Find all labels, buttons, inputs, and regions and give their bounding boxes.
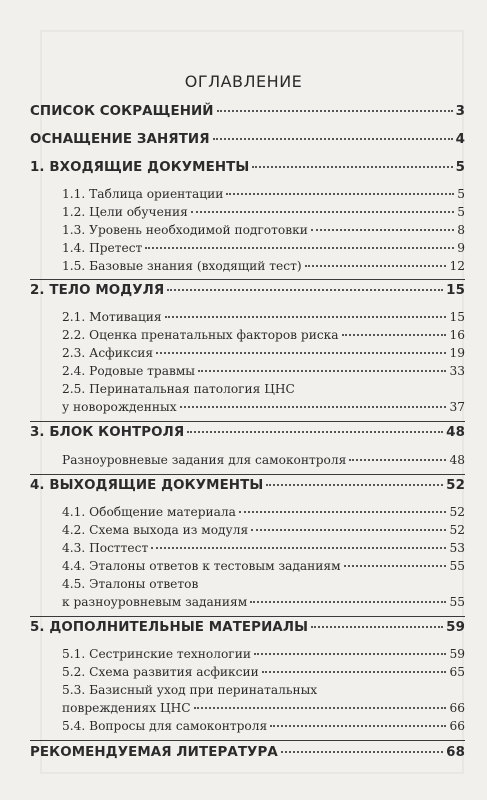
section-divider [30,279,465,280]
dot-leader [305,265,447,267]
entry-page: 12 [449,259,465,273]
entry-page: 55 [449,595,465,609]
entry-label: 2. ТЕЛО МОДУЛЯ [30,283,165,298]
entry-page: 66 [449,701,465,715]
entry-page: 16 [449,328,465,342]
dot-leader [281,751,443,753]
entry-page: 33 [449,364,465,378]
dot-leader [270,725,446,727]
dot-leader [165,316,447,318]
entry-page: 59 [449,647,465,661]
entry-label: 2.1. Мотивация [62,310,162,324]
entry-page: 68 [446,745,465,760]
entry-page: 65 [449,665,465,679]
dot-leader [151,547,446,549]
toc-entry [62,665,465,679]
entry-page: 37 [449,400,465,414]
toc-entry [62,187,465,201]
entry-page: 59 [446,620,465,635]
entry-label: 4. ВЫХОДЯЩИЕ ДОКУМЕНТЫ [30,478,264,493]
page-title: ОГЛАВЛЕНИЕ [184,72,303,91]
entry-label: 5.3. Базисный уход при перинатальных [62,683,318,697]
dot-leader [311,626,443,628]
dot-leader [167,289,443,291]
entry-page: 8 [457,223,465,237]
entry-page: 52 [446,478,465,493]
toc-entry [30,283,465,298]
toc-entry [62,523,465,537]
entry-label: 2.2. Оценка пренатальных факторов риска [62,328,339,342]
toc-entry [62,719,465,733]
toc-entry [62,259,465,273]
dot-leader [254,653,447,655]
dot-leader [217,110,453,112]
entry-label-continued: у новорожденных [62,400,177,414]
dot-leader [262,671,447,673]
toc-entry [62,453,465,467]
entry-label-continued: повреждениях ЦНС [62,701,191,715]
dot-leader [213,138,453,140]
toc-entry [30,620,465,635]
dot-leader [198,370,446,372]
dot-leader [226,193,454,195]
entry-page: 52 [449,505,465,519]
toc-entry [62,701,465,715]
toc-entry [30,425,465,440]
toc-entry [62,205,465,219]
entry-label: 4.3. Посттест [62,541,149,555]
entry-label: 1. ВХОДЯЩИЕ ДОКУМЕНТЫ [30,160,250,175]
dot-leader [266,484,443,486]
entry-page: 15 [449,310,465,324]
entry-label: СПИСОК СОКРАЩЕНИЙ [30,104,214,119]
dot-leader [311,229,454,231]
toc-entry [30,478,465,493]
dot-leader [156,352,446,354]
dot-leader [252,166,452,168]
entry-page: 66 [449,719,465,733]
toc-entry [62,647,465,661]
entry-label: 1.2. Цели обучения [62,205,188,219]
toc-entry [62,328,465,342]
entry-page: 52 [449,523,465,537]
toc-entry [62,595,465,609]
dot-leader [239,511,447,513]
entry-label: 5.2. Схема развития асфиксии [62,665,259,679]
toc-entry [62,346,465,360]
entry-page: 19 [449,346,465,360]
entry-label-continued: к разноуровневым заданиям [62,595,248,609]
entry-page: 9 [457,241,465,255]
entry-page: 48 [449,453,465,467]
entry-page: 4 [455,132,465,147]
toc-entry [30,104,465,119]
entry-label: 1.3. Уровень необходимой подготовки [62,223,308,237]
entry-label: 3. БЛОК КОНТРОЛЯ [30,425,185,440]
toc-entry [62,310,465,324]
dot-leader [145,247,454,249]
entry-page: 15 [446,283,465,298]
toc-entry [62,364,465,378]
dot-leader [194,707,447,709]
toc-entry [30,132,465,147]
toc-entry [62,559,465,573]
entry-label: 1.5. Базовые знания (входящий тест) [62,259,302,273]
section-divider [30,740,465,741]
entry-label: 4.2. Схема выхода из модуля [62,523,249,537]
entry-page: 3 [455,104,465,119]
toc-entry [62,505,465,519]
dot-leader [251,529,446,531]
entry-label: 2.5. Перинатальная патология ЦНС [62,382,295,396]
dot-leader [187,431,443,433]
toc-entry [30,160,465,175]
entry-page: 48 [446,425,465,440]
dot-leader [180,406,447,408]
entry-page: 55 [449,559,465,573]
entry-label: 5.4. Вопросы для самоконтроля [62,719,268,733]
toc-entry [62,241,465,255]
entry-label: 2.4. Родовые травмы [62,364,196,378]
dot-leader [342,334,447,336]
entry-page: 53 [449,541,465,555]
section-divider [30,616,465,617]
entry-page: 5 [457,205,465,219]
toc-entry [62,223,465,237]
entry-label: 5. ДОПОЛНИТЕЛЬНЫЕ МАТЕРИАЛЫ [30,620,309,635]
dot-leader [250,601,446,603]
entry-label: ОСНАЩЕНИЕ ЗАНЯТИЯ [30,132,210,147]
entry-page: 5 [455,160,465,175]
entry-label: 5.1. Сестринские технологии [62,647,251,661]
entry-label: 1.4. Претест [62,241,143,255]
entry-label: 4.5. Эталоны ответов [62,577,199,591]
dot-leader [191,211,454,213]
entry-label: 4.4. Эталоны ответов к тестовым заданиям [62,559,341,573]
entry-label: 2.3. Асфиксия [62,346,154,360]
entry-label: Разноуровневые задания для самоконтроля [62,453,347,467]
dot-leader [349,459,446,461]
dot-leader [344,565,447,567]
entry-page: 5 [457,187,465,201]
section-divider [30,421,465,422]
entry-label: 1.1. Таблица ориентации [62,187,224,201]
toc-entry [30,745,465,760]
toc-entry [62,541,465,555]
entry-label: РЕКОМЕНДУЕМАЯ ЛИТЕРАТУРА [30,745,278,760]
toc-entry [62,400,465,414]
section-divider [30,474,465,475]
entry-label: 4.1. Обобщение материала [62,505,236,519]
